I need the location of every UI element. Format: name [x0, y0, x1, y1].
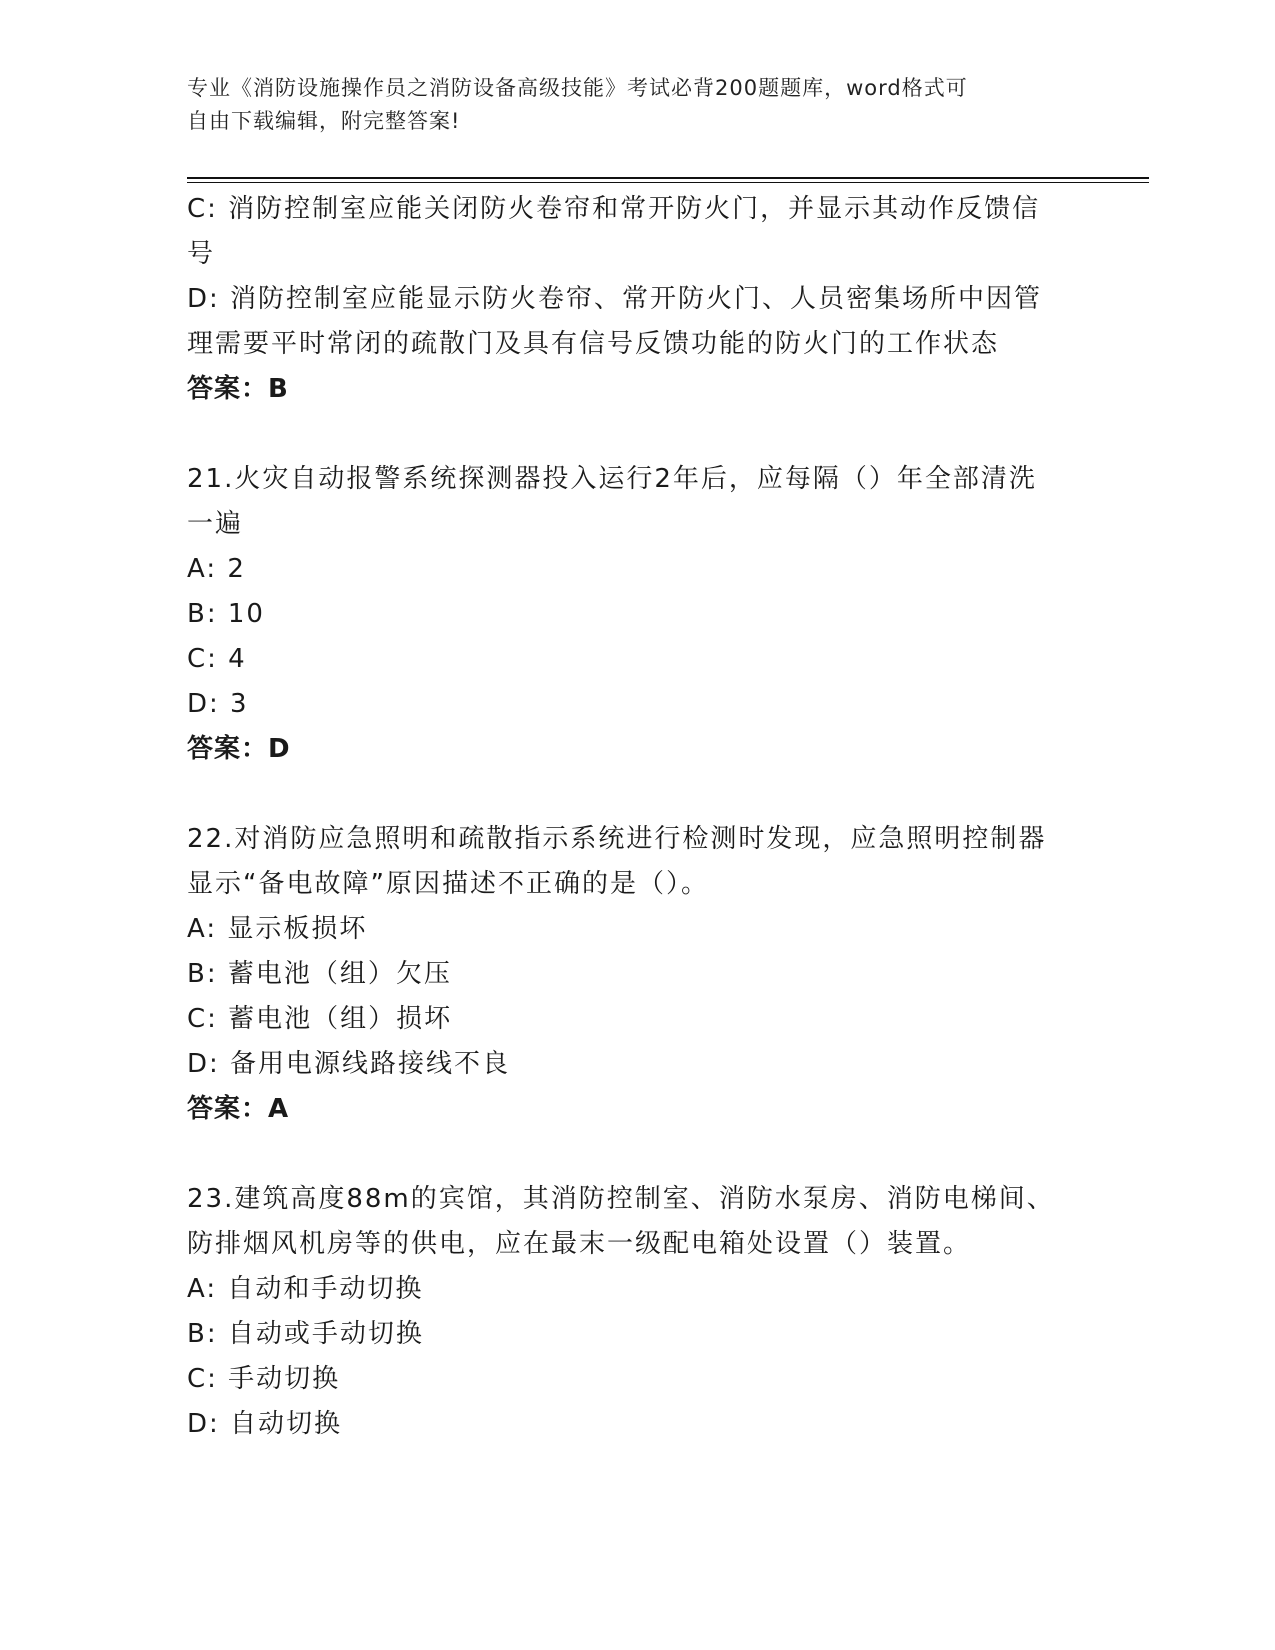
option-d-line-2: 理需要平时常闭的疏散门及具有信号反馈功能的防火门的工作状态	[187, 329, 1000, 359]
option-d: D: 自动切换	[187, 1409, 343, 1439]
option-b: B: 10	[187, 599, 265, 629]
option-d-line-1: D: 消防控制室应能显示防火卷帘、常开防火门、人员密集场所中因管	[187, 284, 1043, 314]
spacer	[187, 412, 1087, 457]
spacer	[187, 772, 1087, 817]
spacer	[187, 1132, 1087, 1177]
header-line-2: 自由下载编辑，附完整答案!	[187, 109, 461, 133]
question-stem-line-1: 22.对消防应急照明和疏散指示系统进行检测时发现，应急照明控制器	[187, 824, 1047, 854]
option-a: A: 2	[187, 554, 246, 584]
option-c: C: 手动切换	[187, 1364, 341, 1394]
answer-20: 答案：B	[187, 374, 289, 404]
carryover-options	[187, 187, 1087, 412]
option-d: D: 备用电源线路接线不良	[187, 1049, 511, 1079]
question-23	[187, 1177, 1087, 1447]
option-a: A: 显示板损坏	[187, 914, 368, 944]
option-c: C: 4	[187, 644, 247, 674]
option-c-line-1: C: 消防控制室应能关闭防火卷帘和常开防火门，并显示其动作反馈信	[187, 194, 1041, 224]
header-line-1: 专业《消防设施操作员之消防设备高级技能》考试必背200题题库，word格式可	[187, 76, 968, 100]
question-21	[187, 457, 1087, 772]
document-header	[187, 72, 1067, 138]
question-stem-line-2: 防排烟风机房等的供电，应在最末一级配电箱处设置（）装置。	[187, 1229, 972, 1259]
answer-21: 答案：D	[187, 734, 291, 764]
question-stem-line-1: 21.火灾自动报警系统探测器投入运行2年后，应每隔（）年全部清洗	[187, 464, 1037, 494]
option-a: A: 自动和手动切换	[187, 1274, 424, 1304]
header-rule-thin	[187, 182, 1149, 183]
document-body	[187, 187, 1087, 1447]
option-c-line-2: 号	[187, 239, 216, 269]
answer-22: 答案：A	[187, 1094, 290, 1124]
option-d: D: 3	[187, 689, 249, 719]
question-stem-line-2: 一遍	[187, 509, 244, 539]
question-stem-line-2: 显示“备电故障”原因描述不正确的是（）。	[187, 869, 709, 899]
option-b: B: 蓄电池（组）欠压	[187, 959, 452, 989]
header-rule-thick	[187, 177, 1149, 179]
option-c: C: 蓄电池（组）损坏	[187, 1004, 453, 1034]
question-stem-line-1: 23.建筑高度88m的宾馆，其消防控制室、消防水泵房、消防电梯间、	[187, 1184, 1055, 1214]
option-b: B: 自动或手动切换	[187, 1319, 424, 1349]
question-22	[187, 817, 1087, 1132]
